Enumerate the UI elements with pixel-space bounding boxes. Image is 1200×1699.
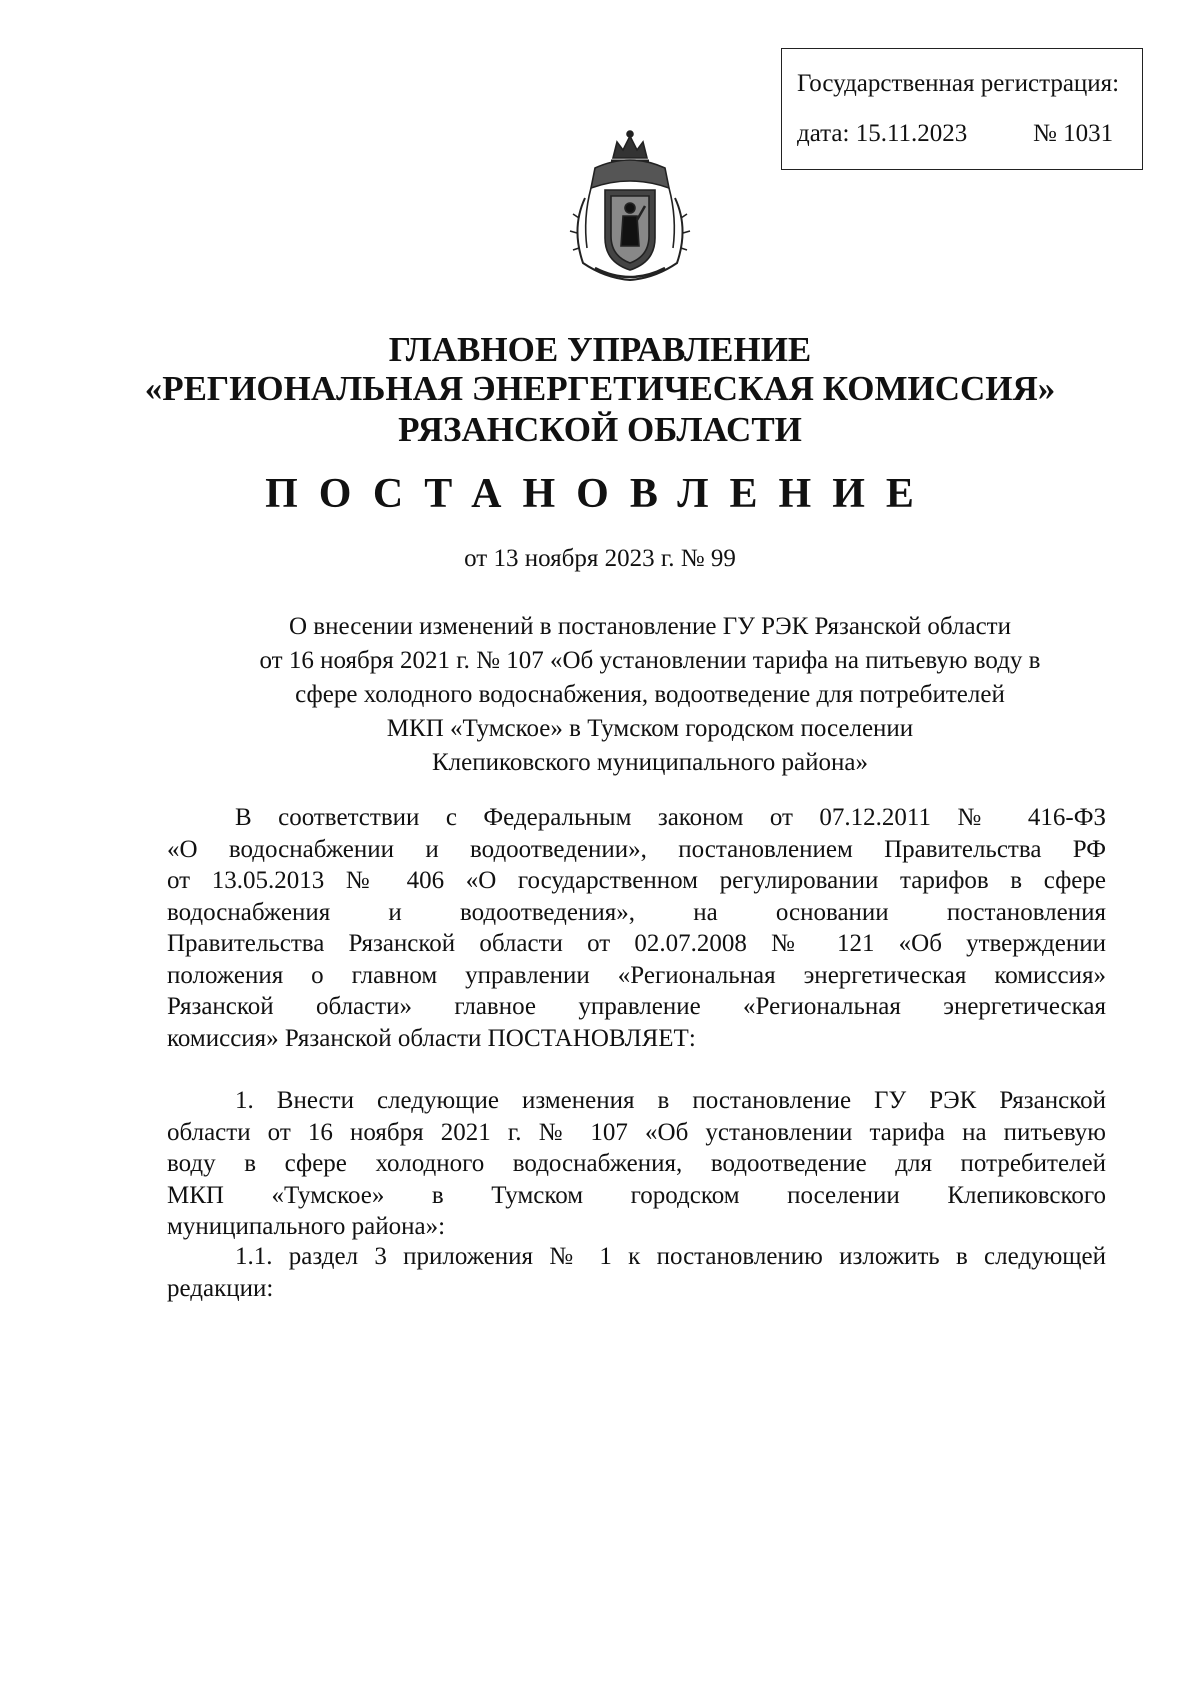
item-1-paragraph xyxy=(167,1085,1106,1243)
preamble-line: от 13.05.2013 № 406 «О государственном регулировании тарифов в сфере xyxy=(167,867,1106,894)
item-1-1-paragraph xyxy=(167,1241,1106,1304)
preamble-line: «О водоснабжении и водоотведении», постановлением Правительства РФ xyxy=(167,835,1106,863)
registration-date: дата: 15.11.2023 xyxy=(797,120,968,147)
item-1-line: воду в сфере холодного водоснабжения, водоотведение для потребителей xyxy=(167,1150,1106,1177)
registration-stamp xyxy=(781,48,1143,170)
registration-number: № 1031 xyxy=(1033,120,1114,147)
coat-of-arms-emblem xyxy=(565,128,695,288)
item-1-1-line: редакции: xyxy=(167,1274,274,1302)
item-1-line: МКП «Тумское» в Тумском городском поселении Клепиковского xyxy=(167,1181,1106,1209)
subject-line: сфере холодного водоснабжения, водоотведение для потребителей xyxy=(295,681,1005,708)
registration-title: Государственная регистрация: xyxy=(797,70,1120,97)
org-name-line-1: ГЛАВНОЕ УПРАВЛЕНИЕ xyxy=(388,330,812,369)
preamble-line: Рязанской области» главное управление «Региональная энергетическая xyxy=(167,993,1106,1020)
document-date-number: от 13 ноября 2023 г. № 99 xyxy=(464,545,736,572)
preamble-line: В соответствии с Федеральным законом от 07.12.2011 № 416-ФЗ xyxy=(235,804,1106,831)
subject-line: О внесении изменений в постановление ГУ РЭК Рязанской области xyxy=(289,613,1011,640)
preamble-line: Правительства Рязанской области от 02.07.2008 № 121 «Об утверждении xyxy=(167,930,1106,957)
subject-line: от 16 ноября 2021 г. № 107 «Об установлении тарифа на питьевую воду в xyxy=(259,647,1041,674)
preamble-paragraph xyxy=(167,802,1106,1054)
item-1-1-line: 1.1. раздел 3 приложения № 1 к постановлению изложить в следующей xyxy=(235,1243,1106,1270)
preamble-line: водоснабжения и водоотведения», на основании постановления xyxy=(167,898,1106,926)
preamble-line: положения о главном управлении «Региональная энергетическая комиссия» xyxy=(167,961,1106,989)
subject-line: МКП «Тумское» в Тумском городском поселении xyxy=(386,715,914,742)
subject-line: Клепиковского муниципального района» xyxy=(431,749,868,776)
document-subject xyxy=(180,610,1120,780)
item-1-line: 1. Внести следующие изменения в постановление ГУ РЭК Рязанской xyxy=(235,1087,1106,1114)
org-name-line-2: «РЕГИОНАЛЬНАЯ ЭНЕРГЕТИЧЕСКАЯ КОМИССИЯ» xyxy=(144,369,1056,408)
item-1-line: области от 16 ноября 2021 г. № 107 «Об установлении тарифа на питьевую xyxy=(167,1118,1106,1146)
item-1-line: муниципального района»: xyxy=(167,1213,446,1240)
org-name-line-3: РЯЗАНСКОЙ ОБЛАСТИ xyxy=(398,410,802,449)
preamble-line: комиссия» Рязанской области ПОСТАНОВЛЯЕТ: xyxy=(167,1024,696,1052)
document-type-title: ПОСТАНОВЛЕНИЕ xyxy=(265,471,935,517)
